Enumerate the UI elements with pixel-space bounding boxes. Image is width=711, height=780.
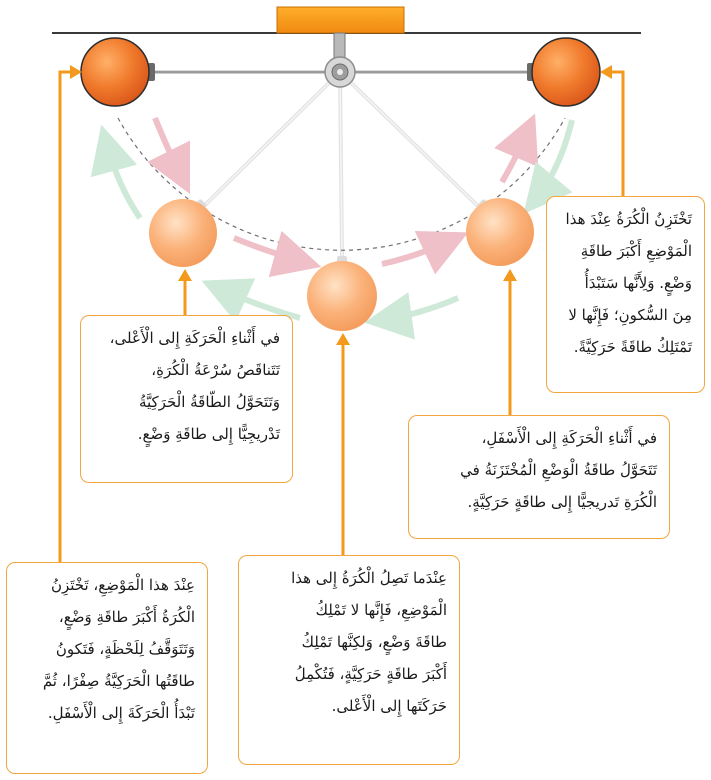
note-middle-right-line-1: في أَثْناءِ الْحَرَكَةِ إِلى الْأَسْفَلِ، — [481, 429, 657, 447]
note-bottom-left-line-2: الْكُرَةُ أَكْبَرَ طاقَةِ وَضْعٍ، — [58, 608, 195, 626]
motion-arrow-pink-3 — [382, 240, 452, 264]
arrowhead-top-right — [600, 65, 612, 79]
note-middle-right-line-3: الْكُرَةِ تَدريجيًّا إِلى طاقَةٍ حَرَكِيَّةٍ. — [467, 493, 657, 511]
arrowhead-bottom — [336, 333, 350, 345]
motion-arrow-pink-1 — [155, 118, 182, 178]
note-middle-right-line-2: تَتَحَوَّلُ طاقَةُ الْوَضْعِ الْمُخْتَزَنَةُ في — [460, 461, 657, 479]
ball-bottom — [307, 261, 377, 331]
note-bottom-left-line-3: وَتَتَوَقَّفُ لِلَحْظَةٍ، فَتَكونُ — [55, 640, 195, 658]
motion-arrow-green-4 — [106, 142, 140, 218]
note-top-right — [546, 196, 705, 393]
note-top-right-line-2: الْمَوْضِعِ أَكْبَرَ طاقَةِ — [580, 242, 692, 260]
note-top-right-line-4: مِنَ السُّكونِ؛ فَإِنَّها لا — [568, 306, 692, 324]
note-top-right-line-5: تَمْتَلِكُ طاقَةً حَرَكِيَّةً. — [573, 338, 692, 356]
motion-arrow-pink-4 — [502, 130, 528, 182]
note-bottom-center-line-3: طاقَةَ وَضْعٍ، وَلكِنَّها تَمْلِكُ — [301, 633, 447, 651]
note-bottom-center-line-4: أَكْبَرَ طاقَةٍ حَرَكِيَّةٍ، فَتُكْمِلُ — [294, 665, 447, 683]
note-middle-right — [408, 415, 670, 539]
rod-left-mid-inner — [200, 72, 340, 210]
note-upper-left-line-1: في أَثْناءِ الْحَرَكَةِ إِلى الْأَعْلى، — [109, 329, 280, 347]
top-support-bar — [277, 7, 404, 33]
ball-top-left — [81, 38, 149, 106]
rod-right-mid-inner — [340, 72, 482, 210]
note-bottom-left-line-5: تَبْدَأُ الْحَرَكَةَ إِلى الْأَسْفَلِ. — [47, 704, 195, 722]
motion-arrow-green-2 — [382, 298, 458, 320]
note-bottom-center — [238, 555, 460, 765]
note-bottom-center-line-1: عِنْدَما تَصِلُ الْكُرَةُ إِلى هذا — [291, 569, 447, 587]
note-top-right-line-3: وَضْعٍ. وَلِأَنَّها سَتَبْدَأُ — [584, 274, 692, 292]
ball-mid-left — [149, 199, 217, 267]
note-bottom-center-line-2: الْمَوْضِعِ، فَإِنَّها لا تَمْلِكُ — [315, 601, 447, 619]
pointer-bottom-left — [60, 72, 74, 562]
pointer-top-right — [608, 72, 623, 196]
note-upper-left-line-2: تَتَناقَصُ سُرْعَةُ الْكُرَةِ، — [151, 361, 280, 379]
ball-top-right — [532, 38, 600, 106]
note-upper-left — [80, 315, 293, 483]
note-upper-left-line-4: تَدْريجِيًّا إِلى طاقَةِ وَضْعٍ. — [137, 425, 280, 443]
note-bottom-left-line-4: طاقَتُها الْحَرَكِيَّةُ صِفْرًا، ثُمَّ — [42, 672, 195, 690]
motion-arrow-green-1 — [535, 120, 572, 200]
note-bottom-left-line-1: عِنْدَ هذا الْمَوْضِعِ، تَخْتَزِنُ — [50, 576, 195, 594]
note-bottom-left — [6, 562, 208, 774]
note-bottom-center-line-5: حَرَكَتَها إِلى الْأَعْلى. — [331, 697, 447, 715]
arrowhead-mid-left — [178, 269, 192, 281]
ball-mid-right — [466, 198, 534, 266]
note-top-right-line-1: تَخْتَزِنُ الْكُرَةُ عِنْدَ هذا — [565, 210, 692, 228]
motion-arrow-green-3 — [218, 288, 300, 318]
motion-arrow-pink-2 — [234, 238, 304, 262]
arrowhead-mid-right — [503, 269, 517, 281]
arrowhead-top-left — [70, 65, 82, 79]
note-upper-left-line-3: وَتَتَحَوَّلُ الطّاقَةُ الْحَرَكِيَّةُ — [138, 393, 280, 411]
pivot-center — [337, 69, 343, 75]
